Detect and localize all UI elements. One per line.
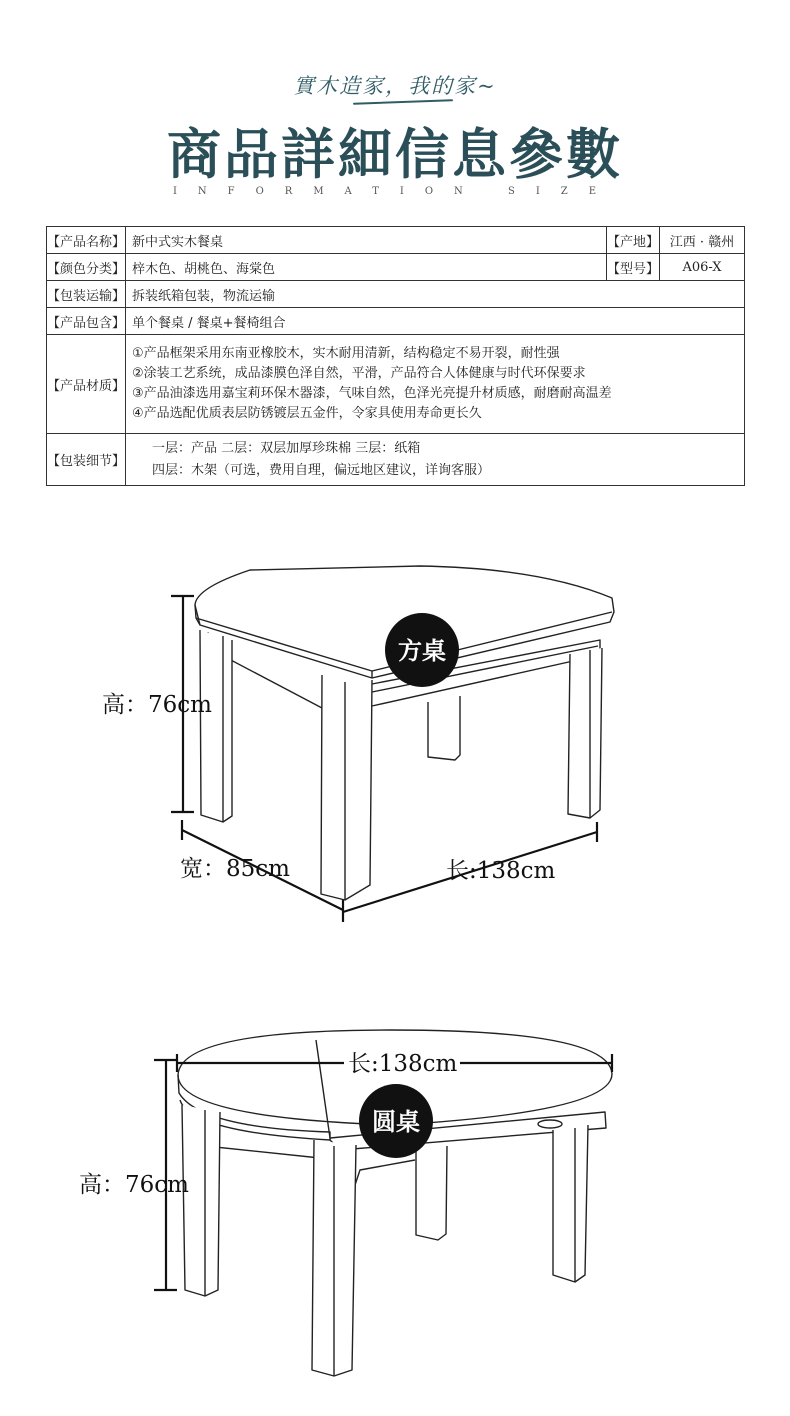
spec-row-includes — [47, 308, 745, 335]
spec-row-name — [47, 227, 745, 254]
spec-label-color: 【颜色分类】 — [47, 254, 126, 281]
round-table-drawing — [0, 1020, 790, 1416]
spec-row-shipping — [47, 281, 745, 308]
material-line: ③产品油漆选用嘉宝莉环保木器漆，气味自然，色泽光亮提升材质感，耐磨耐高温差 — [132, 386, 612, 401]
spec-label-packing: 【包装细节】 — [47, 434, 126, 486]
spec-label-material: 【产品材质】 — [47, 335, 126, 434]
square-length-label: 长:138cm — [446, 858, 556, 884]
spec-row-color — [47, 254, 745, 281]
spec-label-includes: 【产品包含】 — [47, 308, 126, 335]
packing-line: 四层：木架（可选，费用自理，偏远地区建议，详询客服） — [152, 462, 491, 478]
page-title: 商品詳細信息參數 — [167, 122, 623, 186]
spec-value-model: A06-X — [660, 254, 745, 281]
round-badge-label: 圆桌 — [372, 1107, 420, 1136]
spec-label-model: 【型号】 — [606, 254, 659, 281]
spec-value-shipping: 拆装纸箱包装，物流运输 — [126, 281, 745, 308]
material-line: ①产品框架采用东南亚橡胶木，实木耐用清新，结构稳定不易开裂，耐性强 — [132, 346, 560, 361]
spec-value-material — [126, 335, 745, 434]
spec-label-name: 【产品名称】 — [47, 227, 126, 254]
spec-row-packing — [47, 434, 745, 486]
spec-table — [46, 226, 745, 486]
spec-label-shipping: 【包装运输】 — [47, 281, 126, 308]
spec-row-material — [47, 335, 745, 434]
material-line: ②涂装工艺系统，成品漆膜色泽自然，平滑，产品符合人体健康与时代环保要求 — [132, 366, 586, 381]
spec-value-includes: 单个餐桌 / 餐桌+餐椅组合 — [126, 308, 745, 335]
spec-value-color: 梓木色、胡桃色、海棠色 — [126, 254, 607, 281]
spec-value-packing — [126, 434, 745, 486]
brand-slogan: 實木造家，我的家~ — [293, 74, 497, 98]
square-width-label: 宽：85cm — [180, 856, 290, 882]
square-height-label: 高：76cm — [102, 692, 212, 718]
spec-value-origin: 江西 · 赣州 — [660, 227, 745, 254]
page-subtitle: INFORMATION SIZE — [172, 186, 618, 197]
square-badge-label: 方桌 — [398, 636, 446, 665]
slogan-underline — [353, 99, 453, 104]
spec-label-origin: 【产地】 — [606, 227, 659, 254]
round-length-label: 长:138cm — [348, 1051, 458, 1077]
square-table-drawing — [0, 560, 790, 940]
spec-value-name: 新中式实木餐桌 — [126, 227, 607, 254]
packing-line: 一层：产品 二层：双层加厚珍珠棉 三层：纸箱 — [152, 440, 421, 456]
material-line: ④产品选配优质表层防锈镀层五金件，令家具使用寿命更长久 — [132, 406, 482, 421]
round-height-label: 高：76cm — [79, 1172, 189, 1198]
